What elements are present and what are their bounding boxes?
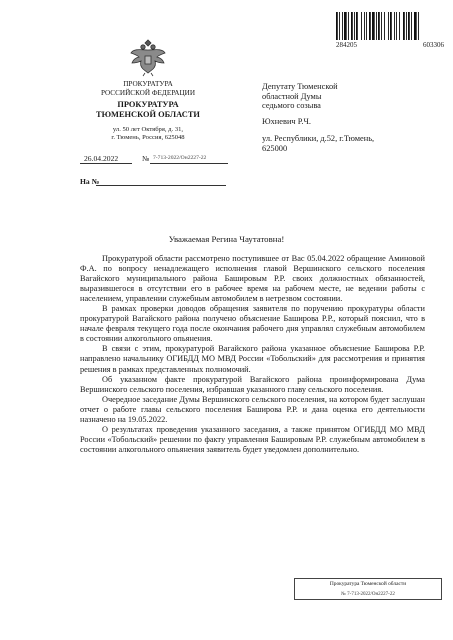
- barcode-bar: [396, 12, 397, 40]
- recipient-title: Депутату Тюменской областной Думы седьмого созыва: [262, 82, 338, 111]
- org-address: ул. 50 лет Октября, д. 31, г. Тюмень, Россия, 625048: [111, 126, 185, 141]
- barcode-bar: [406, 12, 407, 40]
- body-paragraph: Очередное заседание Думы Вершинского сельского поселения, на котором будет заслушан отчет о работе главы сельского поселения Баширова Р.Р. и дана оценка его деятельности назначено на 19.05.2022.: [80, 394, 425, 424]
- barcode-bar: [348, 12, 349, 40]
- stamp-org-name: Прокуратура Тюменской области: [329, 581, 407, 587]
- body-paragraph: О результатах проведения указанного заседания, а также принятом ОГИБДД МО МВД России «Тобольский» решении по факту управления Башировым Р.Р. служебным автомобилем в состоянии алкогольного опьянения заявитель будет уведомлен дополнительно.: [80, 424, 425, 454]
- barcode-bar: [354, 12, 355, 40]
- barcode-bar: [361, 12, 362, 40]
- reference-underline: [96, 185, 226, 186]
- date-underline: [80, 163, 132, 164]
- barcode-bar: [364, 12, 365, 40]
- letter-body: [80, 254, 425, 455]
- barcode-bar: [339, 12, 340, 40]
- barcode-bar: [384, 12, 385, 40]
- barcode-bar: [369, 12, 371, 40]
- barcode-bar: [356, 12, 358, 40]
- barcode-bar: [414, 12, 417, 40]
- barcode-number-right: 603306: [423, 41, 444, 49]
- barcode-bar: [336, 12, 338, 40]
- body-paragraph: В связи с этим, прокуратурой Вагайского района указанное объяснение Баширова Р.Р. направлено начальнику ОГИБДД МО МВД России «Тобольский» для рассмотрения и принятия решения в рамках представленных полномочий.: [80, 344, 425, 374]
- salutation: Уважаемая Регина Чаутатовна!: [168, 234, 285, 244]
- barcode-bar: [390, 12, 392, 40]
- barcode-bar: [351, 12, 353, 40]
- barcode-bar: [344, 12, 347, 40]
- barcode-bar: [366, 12, 367, 40]
- org-parent-name: ПРОКУРАТУРА РОССИЙСКОЙ ФЕДЕРАЦИИ: [100, 80, 196, 97]
- barcode-bar: [411, 12, 412, 40]
- barcode-bar: [388, 12, 389, 40]
- barcode-bar: [418, 12, 419, 40]
- stamp-number: № 7-713-2022/Он2227-22: [341, 592, 395, 597]
- document-number: 7-713-2022/Он2227-22: [153, 155, 207, 161]
- body-paragraph: Прокуратурой области рассмотрено поступившее от Вас 05.04.2022 обращение Аминовой Ф.А. по вопросу ненадлежащего исполнения главой Вершинского сельского поселения Вагайского муниципального района Башировым Р.Р. своих должностных обязанностей, выразившегося в отсутствии его в рабочее время на рабочем месте, не ведении работы с населением, управлении служебным автомобилем в нетрезвом состоянии.: [80, 254, 425, 304]
- barcode-bar: [378, 12, 380, 40]
- document-number-label: №: [142, 154, 150, 163]
- barcode-bar: [342, 12, 343, 40]
- document-date: 26.04.2022: [84, 154, 119, 163]
- barcode-bar: [372, 12, 375, 40]
- org-name: ПРОКУРАТУРА ТЮМЕНСКОЙ ОБЛАСТИ: [96, 100, 200, 119]
- barcode-bar: [376, 12, 377, 40]
- barcode: [336, 12, 444, 40]
- barcode-bar: [399, 12, 400, 40]
- coat-of-arms-icon: [128, 38, 168, 78]
- barcode-bar: [381, 12, 382, 40]
- body-paragraph: Об указанном факте прокуратурой Вагайского района проинформирована Дума Вершинского сельского поселения, избравшая указанного главу сельского поселения.: [80, 374, 425, 394]
- barcode-number-left: 284205: [336, 41, 357, 49]
- reference-number-label: На №: [80, 177, 100, 186]
- barcode-bar: [394, 12, 395, 40]
- number-underline: [150, 163, 228, 164]
- barcode-bar: [403, 12, 405, 40]
- body-paragraph: В рамках проверки доводов обращения заявителя по поручению прокуратуры области прокуратурой Вагайского района получено объяснение Баширова Р.Р., который пояснил, что в начале февраля текущего года после окончания рабочего дня управлял служебным автомобилем в состоянии алкогольного опьянения.: [80, 304, 425, 344]
- recipient-address: ул. Республики, д.52, г.Тюмень, 625000: [262, 134, 375, 153]
- barcode-bar: [408, 12, 410, 40]
- recipient-name: Юхневич Р.Ч.: [262, 117, 311, 126]
